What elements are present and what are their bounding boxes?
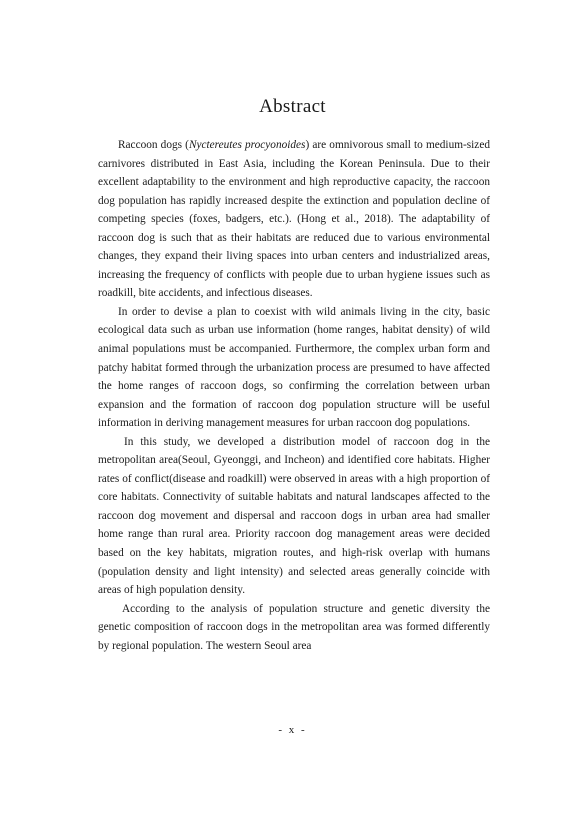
page-number: - x - [278,724,307,736]
paragraph-1-post: ) are omnivorous small to medium-sized carnivores distributed in East Asia, including the Korean Peninsula. Due to their excellent adaptability to the environment and high reproductive capacity, the raccoon dog population has rapidly increased despite the extinction and population decline of competing species (foxes, badgers, etc.). (Hong et al., 2018). The adaptability of raccoon dog is such that as their habitats are reduced due to various environmental changes, they expand their living spaces into urban centers and industrialized areas, increasing the frequency of conflicts with people due to urban hygiene issues such as roadkill, bite accidents, and infectious diseases. [98,139,490,300]
abstract-paragraph-1 [98,136,490,303]
abstract-paragraph-2: In order to devise a plan to coexist with wild animals living in the city, basic ecological data such as urban use information (home ranges, habitat density) of wild animal populations must be accompanied. Furthermore, the complex urban form and patchy habitat formed through the urbanization process are presumed to have affected the home ranges of raccoon dogs, so confirming the correlation between urban expansion and the formation of raccoon dog population structure will be useful information in deriving management measures for urban raccoon dog populations. [98,305,490,430]
page-title: Abstract [259,96,326,117]
abstract-paragraph-3: In this study, we developed a distribution model of raccoon dog in the metropolitan area(Seoul, Gyeonggi, and Incheon) and identified core habitats. Higher rates of conflict(disease and roadkill) were observed in areas with a high proportion of core habitats. Connectivity of suitable habitats and natural landscapes affected to the raccoon dog movement and dispersal and raccoon dogs in urban area had smaller home range than rural area. Priority raccoon dog management areas were decided based on the key habitats, migration routes, and high-risk overlap with humans (population density and light intensity) and selected areas generally coincide with areas of high population density. [98,435,490,597]
paragraph-1-pre: Raccoon dogs ( [118,139,189,151]
abstract-paragraph-4: According to the analysis of population structure and genetic diversity the genetic composition of raccoon dogs in the metropolitan area was formed differently by regional population. The western Seoul area [98,602,490,652]
species-name: Nyctereutes procyonoides [188,139,306,151]
abstract-body [98,136,490,655]
